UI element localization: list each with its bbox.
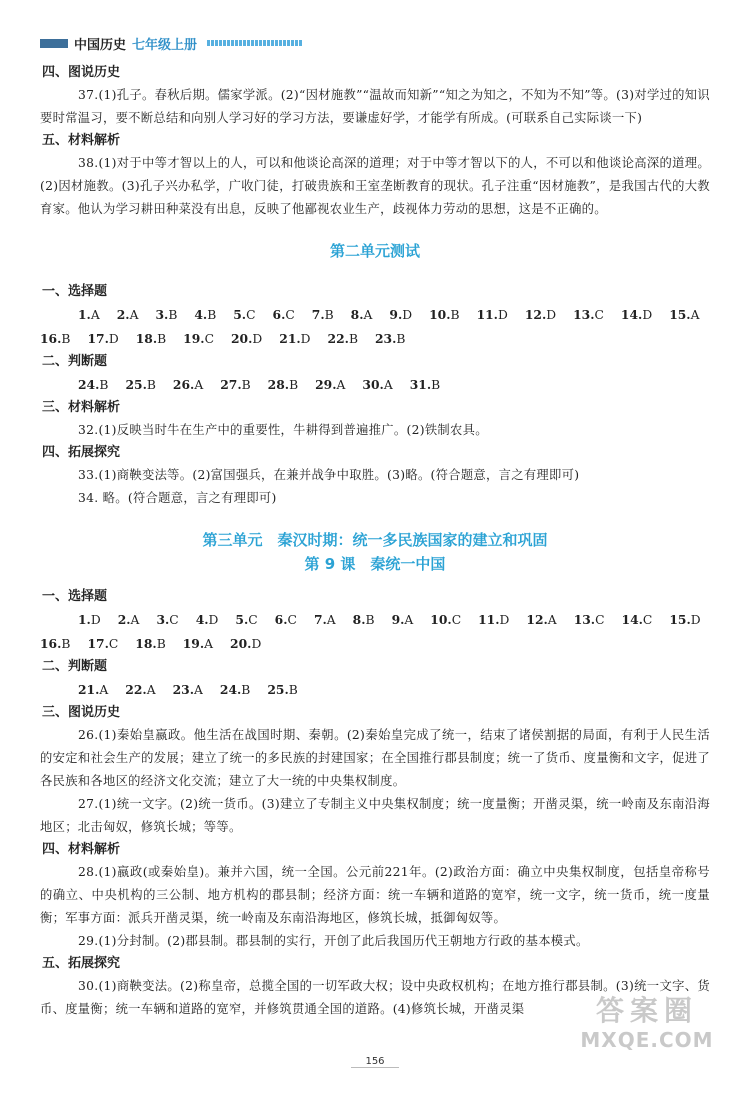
answer-number: 24. <box>219 682 242 697</box>
answer-item <box>430 608 461 632</box>
answer-letter: B <box>288 683 298 697</box>
answer-item <box>87 632 118 656</box>
answer-letter: B <box>348 332 358 346</box>
answer-item <box>135 632 165 656</box>
answer-item <box>183 632 213 656</box>
answer-number: 31. <box>409 377 432 392</box>
answer-letter: D <box>546 308 557 322</box>
answer-number: 3. <box>156 612 170 627</box>
answer-number: 30. <box>362 377 384 392</box>
answer-item <box>268 373 298 397</box>
answer-letter: A <box>363 308 373 322</box>
answer-item <box>273 303 295 327</box>
answer-letter: A <box>90 308 100 322</box>
answer-number: 6. <box>274 612 288 627</box>
answer-item <box>118 608 140 632</box>
answer-number: 18. <box>135 636 157 651</box>
answer-number: 6. <box>272 307 286 322</box>
answer-letter: D <box>90 613 101 627</box>
answer-letter: A <box>194 378 204 392</box>
section-heading: 一、选择题 <box>42 284 108 299</box>
choice-answers-row <box>40 632 710 656</box>
answer-30: 30.(1)商鞅变法。(2)称皇帝，总揽全国的一切军政大权；设中央政权机构；在地方推行郡县制。(3)统一文字、货币、度量衡；统一车辆和道路的宽窄，并修筑贯通全国的道路。(4)修筑长城，开凿灵渠 <box>40 979 710 1016</box>
answer-34: 34. 略。(符合题意，言之有理即可) <box>78 491 277 505</box>
answer-letter: C <box>642 613 653 627</box>
answer-item <box>125 678 155 702</box>
answer-number: 15. <box>669 612 691 627</box>
answer-letter: C <box>246 308 256 322</box>
answer-number: 17. <box>87 331 109 346</box>
answer-letter: D <box>252 332 263 346</box>
header-decoration-bar <box>40 39 68 48</box>
answer-item <box>351 303 373 327</box>
answer-number: 7. <box>313 612 327 627</box>
watermark-top-text: 答案圈 <box>595 994 698 1027</box>
answer-item <box>78 608 101 632</box>
unit3-title: 第三单元 秦汉时期：统一多民族国家的建立和巩固 <box>202 531 548 549</box>
answer-item <box>40 632 70 656</box>
answer-item <box>279 327 310 351</box>
answer-number: 23. <box>172 682 194 697</box>
answer-item <box>314 608 336 632</box>
answer-letter: B <box>450 308 460 322</box>
section-heading: 二、判断题 <box>42 659 108 674</box>
answer-letter: A <box>194 683 203 697</box>
answer-letter: D <box>690 613 701 627</box>
answer-item <box>235 608 257 632</box>
answer-item <box>230 632 261 656</box>
answer-letter: C <box>248 613 258 627</box>
answer-number: 10. <box>429 307 451 322</box>
answer-number: 28. <box>267 377 290 392</box>
answer-number: 4. <box>195 612 209 627</box>
answer-letter: A <box>326 613 336 627</box>
answer-item <box>669 608 700 632</box>
answer-letter: A <box>99 683 109 697</box>
answer-item <box>526 608 556 632</box>
answer-number: 21. <box>78 682 100 697</box>
answer-letter: B <box>207 308 217 322</box>
answer-item <box>328 327 358 351</box>
answer-number: 22. <box>327 331 349 346</box>
answer-item <box>478 608 509 632</box>
section-heading: 四、材料解析 <box>42 842 121 857</box>
answer-letter: D <box>251 637 262 651</box>
answer-letter: D <box>642 308 653 322</box>
lesson-title: 第 9 课 秦统一中国 <box>304 555 446 573</box>
header-grade: 七年级上册 <box>132 37 198 53</box>
answer-number: 5. <box>233 307 247 322</box>
watermark-bottom-text: MXQE.COM <box>580 1028 714 1052</box>
answer-28: 28.(1)嬴政(或秦始皇)。兼并六国，统一全国。公元前221年。(2)政治方面：确立中央集权制度，包括皇帝称号的确立、中央机构的三公制、地方机构的郡县制；经济方面：统一车辆和道路的宽窄，统一文字，统一货币，统一度量衡；军事方面：派兵开凿灵渠，统一岭南及东南沿海地区，修筑长城，抵御匈奴等。 <box>40 865 710 925</box>
answer-number: 10. <box>430 612 452 627</box>
answer-letter: B <box>146 378 156 392</box>
answer-letter: A <box>336 378 346 392</box>
answer-item <box>312 303 334 327</box>
answer-letter: D <box>402 308 413 322</box>
answer-33: 33.(1)商鞅变法等。(2)富国强兵，在兼并战争中取胜。(3)略。(符合题意，言之有理即可) <box>78 468 580 482</box>
answer-letter: B <box>61 637 71 651</box>
answer-item <box>220 373 250 397</box>
answer-letter: B <box>61 332 71 346</box>
answer-letter: B <box>365 613 375 627</box>
answer-number: 15. <box>669 307 691 322</box>
answer-item <box>410 373 440 397</box>
answer-number: 21. <box>279 331 301 346</box>
answer-item <box>275 608 297 632</box>
answer-item <box>183 327 214 351</box>
section-heading: 一、选择题 <box>42 589 108 604</box>
header-book-title: 中国历史 <box>74 37 127 53</box>
answer-letter: C <box>204 332 214 346</box>
answer-item <box>669 303 699 327</box>
judge-answers-row <box>40 373 710 397</box>
running-header <box>40 34 303 52</box>
answer-letter: D <box>208 613 219 627</box>
answer-letter: D <box>499 613 510 627</box>
answer-number: 16. <box>40 636 62 651</box>
answer-number: 25. <box>125 377 147 392</box>
answer-item <box>525 303 556 327</box>
answer-item <box>40 327 70 351</box>
section-heading: 四、拓展探究 <box>42 445 121 460</box>
answer-item <box>173 373 203 397</box>
answer-number: 18. <box>135 331 158 346</box>
answer-letter: B <box>157 332 167 346</box>
answer-number: 14. <box>621 612 643 627</box>
answer-item <box>429 303 459 327</box>
answer-number: 5. <box>235 612 249 627</box>
answer-letter: A <box>383 378 393 392</box>
answer-item <box>389 303 412 327</box>
answer-number: 20. <box>231 331 253 346</box>
answer-number: 13. <box>573 612 596 627</box>
answer-number: 14. <box>620 307 643 322</box>
answer-item <box>573 303 604 327</box>
answer-number: 20. <box>230 636 252 651</box>
answer-number: 12. <box>524 307 547 322</box>
section-heading: 三、图说历史 <box>42 705 121 720</box>
answer-29: 29.(1)分封制。(2)郡县制。郡县制的实行，开创了此后我国历代王朝地方行政的基本模式。 <box>78 934 589 948</box>
answer-number: 9. <box>389 307 403 322</box>
section-heading: 五、材料解析 <box>42 133 121 148</box>
answer-item <box>78 373 108 397</box>
page-number <box>0 1056 750 1068</box>
answer-number: 8. <box>350 307 364 322</box>
answer-letter: A <box>404 613 414 627</box>
answer-letter: B <box>156 637 166 651</box>
answer-letter: A <box>547 613 557 627</box>
answer-number: 26. <box>172 377 195 392</box>
answer-number: 13. <box>573 307 595 322</box>
answer-letter: C <box>169 613 179 627</box>
answer-number: 11. <box>476 307 498 322</box>
answer-letter: B <box>99 378 109 392</box>
answer-item <box>87 327 118 351</box>
answer-item <box>173 678 203 702</box>
answer-38: 38.(1)对于中等才智以上的人，可以和他谈论高深的道理；对于中等才智以下的人，不可以和他谈论高深的道理。(2)因材施教。(3)孔子兴办私学，广收门徒，打破贵族和王室垄断教育的现状。孔子注重“因材施教”，是我国古代的大教育家。他认为学习耕田种菜没有出息，反映了他鄙视农业生产，歧视体力劳动的思想，这是不正确的。 <box>40 156 710 216</box>
answer-number: 12. <box>526 612 548 627</box>
answer-number: 4. <box>194 307 208 322</box>
answer-letter: A <box>690 308 700 322</box>
answer-letter: B <box>431 378 441 392</box>
answer-item <box>194 303 216 327</box>
answer-letter: B <box>241 683 251 697</box>
answer-number: 27. <box>220 377 242 392</box>
section-heading: 二、判断题 <box>42 354 108 369</box>
choice-answers-row <box>40 608 710 632</box>
answer-item <box>231 327 262 351</box>
answer-number: 2. <box>117 612 131 627</box>
answer-item <box>315 373 345 397</box>
answer-number: 16. <box>40 331 62 346</box>
answer-number: 1. <box>78 307 91 322</box>
answer-item <box>220 678 250 702</box>
answer-letter: A <box>204 637 214 651</box>
answer-number: 8. <box>352 612 366 627</box>
answer-number: 23. <box>374 331 397 346</box>
answer-item <box>155 303 177 327</box>
watermark-logo <box>572 994 722 1056</box>
answer-number: 9. <box>391 612 405 627</box>
unit2-title: 第二单元测试 <box>329 242 420 260</box>
page-content <box>40 62 710 1021</box>
answer-item <box>621 303 652 327</box>
answer-letter: C <box>451 613 462 627</box>
section-heading: 四、图说历史 <box>42 65 121 80</box>
answer-item <box>196 608 219 632</box>
choice-answers-row <box>40 303 710 327</box>
answer-number: 7. <box>311 307 325 322</box>
answer-item <box>375 327 405 351</box>
answer-letter: B <box>241 378 251 392</box>
answer-number: 3. <box>155 307 169 322</box>
answer-26: 26.(1)秦始皇嬴政。他生活在战国时期、秦朝。(2)秦始皇完成了统一，结束了诸侯割据的局面，有利于人民生活的安定和社会生产的发展；建立了统一的多民族的封建国家；在全国推行郡县制度；统一了货币、度量衡和文字，促进了各民族和各地区的经济文化交流；建立了大一统的中央集权制度。 <box>40 728 710 788</box>
answer-item <box>353 608 375 632</box>
page-number-text: 156 <box>351 1056 398 1068</box>
answer-letter: D <box>108 332 119 346</box>
section-heading: 五、拓展探究 <box>42 956 121 971</box>
answer-letter: A <box>129 308 139 322</box>
answer-37: 37.(1)孔子。春秋后期。儒家学派。(2)“因材施教”“温故而知新”“知之为知之，不知为不知”等。(3)对学过的知识要时常温习，要不断总结和向别人学习好的学习方法，要谦虚好学，才能学有所成。(可联系自己实际谈一下) <box>40 88 710 125</box>
answer-letter: A <box>146 683 156 697</box>
answer-item <box>78 303 100 327</box>
answer-letter: C <box>285 308 295 322</box>
answer-number: 19. <box>182 636 205 651</box>
answer-item <box>156 608 178 632</box>
answer-letter: C <box>595 613 605 627</box>
judge-answers-row <box>40 678 710 702</box>
answer-item <box>78 678 108 702</box>
answer-letter: B <box>168 308 178 322</box>
answer-item <box>574 608 605 632</box>
answer-item <box>362 373 392 397</box>
answer-item <box>392 608 414 632</box>
choice-answers-row <box>40 327 710 351</box>
answer-number: 19. <box>183 331 205 346</box>
answer-number: 17. <box>87 636 109 651</box>
answer-27: 27.(1)统一文字。(2)统一货币。(3)建立了专制主义中央集权制度；统一度量衡；开凿灵渠，统一岭南及东南沿海地区；北击匈奴，修筑长城；等等。 <box>40 797 710 834</box>
answer-letter: C <box>108 637 119 651</box>
answer-letter: D <box>497 308 508 322</box>
answer-letter: B <box>289 378 299 392</box>
answer-item <box>477 303 508 327</box>
answer-number: 11. <box>478 612 500 627</box>
answer-item <box>233 303 255 327</box>
answer-item <box>125 373 155 397</box>
answer-letter: B <box>396 332 406 346</box>
answer-letter: B <box>324 308 334 322</box>
answer-number: 2. <box>116 307 130 322</box>
answer-letter: A <box>130 613 140 627</box>
answer-item <box>136 327 166 351</box>
answer-item <box>267 678 297 702</box>
header-stripe <box>207 40 303 46</box>
answer-item <box>117 303 139 327</box>
answer-item <box>622 608 653 632</box>
answer-number: 22. <box>125 682 147 697</box>
answer-32: 32.(1)反映当时牛在生产中的重要性，牛耕得到普遍推广。(2)铁制农具。 <box>78 423 488 437</box>
answer-letter: D <box>300 332 311 346</box>
answer-number: 24. <box>78 377 100 392</box>
answer-number: 1. <box>78 612 91 627</box>
answer-number: 29. <box>315 377 337 392</box>
answer-number: 25. <box>267 682 289 697</box>
answer-letter: C <box>287 613 297 627</box>
section-heading: 三、材料解析 <box>42 400 121 415</box>
answer-letter: C <box>594 308 604 322</box>
